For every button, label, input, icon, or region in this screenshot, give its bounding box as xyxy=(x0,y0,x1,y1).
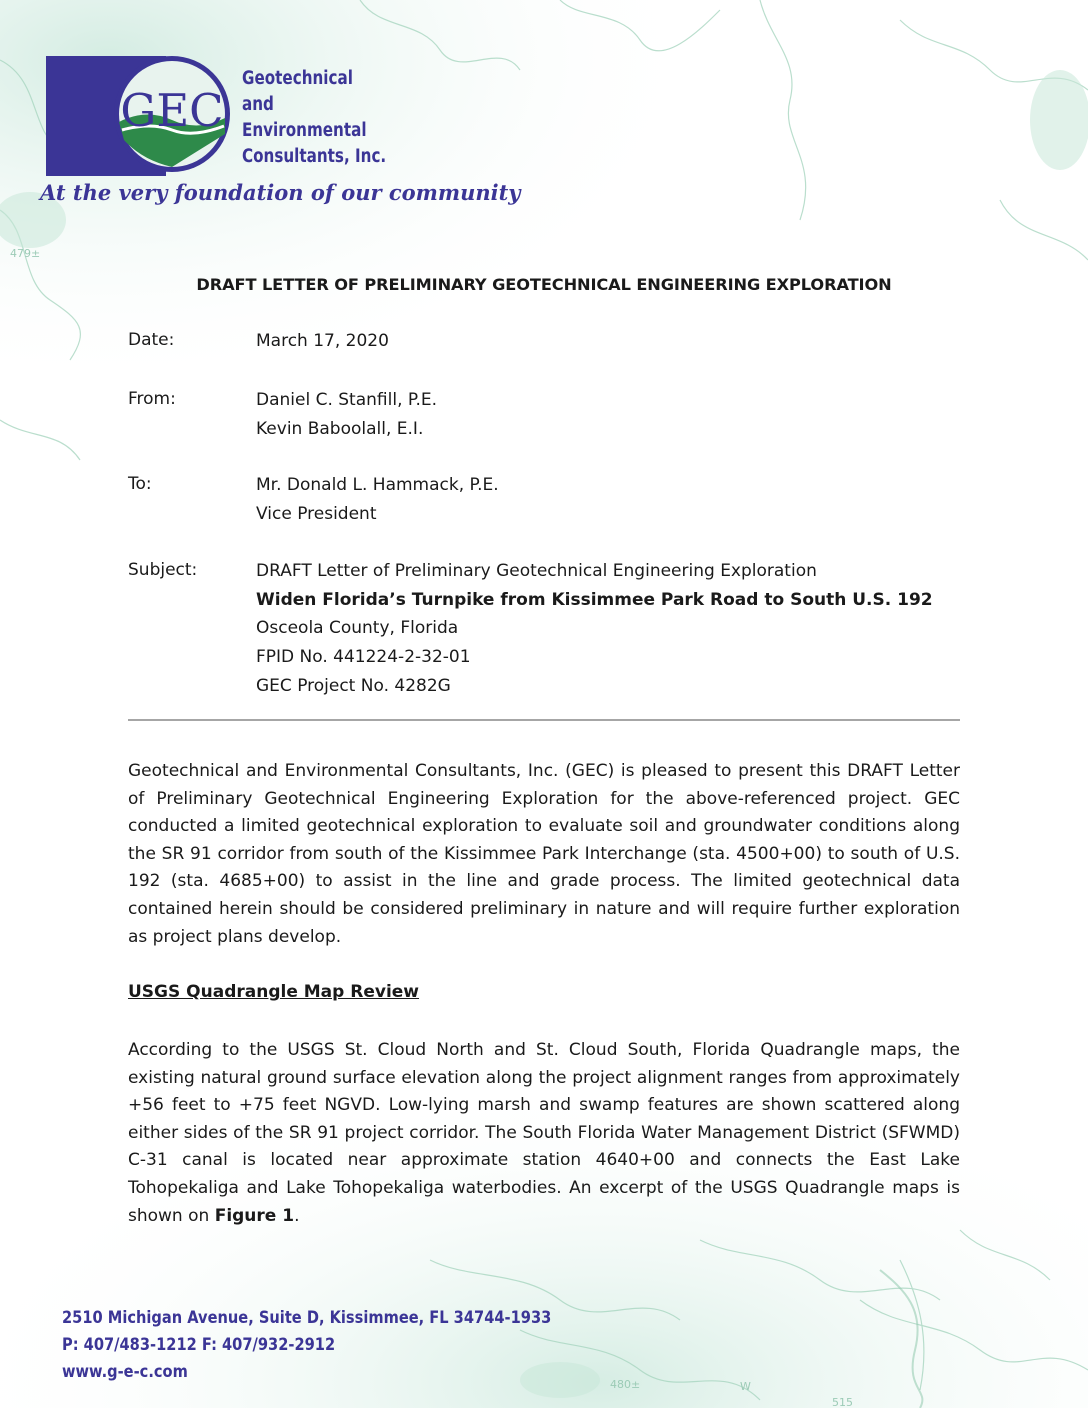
logo-gec-text: GEC xyxy=(120,84,224,137)
map-symbol-label: W xyxy=(740,1380,751,1393)
section-paragraph-end: . xyxy=(294,1205,300,1226)
from-value xyxy=(256,386,437,443)
section-paragraph-text: According to the USGS St. Cloud North and St. Cloud South, Florida Quadrangle maps, the existing natural ground surface elevation along the project alignment ranges from approximately +56 feet to +75 feet NGVD. Low-lying marsh and swamp features are shown scattered along either sides of the SR 91 project corridor. The South Florida Water Management District (SFWMD) C-31 canal is located near approximate station 4640+00 and connects the East Lake Tohopekaliga and Lake Tohopekaliga waterbodies. An excerpt of the USGS Quadrangle maps is shown on xyxy=(128,1040,960,1226)
section-heading: USGS Quadrangle Map Review xyxy=(128,982,420,1002)
gec-logo xyxy=(46,56,241,176)
subject-line: DRAFT Letter of Preliminary Geotechnical Engineering Exploration xyxy=(256,561,817,581)
date-label: Date: xyxy=(128,330,175,350)
subject-fpid: FPID No. 441224-2-32-01 xyxy=(256,647,471,668)
footer-phone-fax: P: 407/483-1212 F: 407/932-2912 xyxy=(62,1335,336,1355)
footer-website: www.g-e-c.com xyxy=(62,1362,188,1382)
recipient-title: Vice President xyxy=(256,503,377,524)
from-name: Kevin Baboolall, E.I. xyxy=(256,418,424,439)
map-elevation-label: 515 xyxy=(832,1396,853,1408)
company-name-line: and xyxy=(242,94,274,115)
to-label: To: xyxy=(128,474,152,494)
company-name-line: Consultants, Inc. xyxy=(242,146,387,167)
company-tagline: At the very foundation of our community xyxy=(40,180,521,205)
document-title: DRAFT LETTER OF PRELIMINARY GEOTECHNICAL ENGINEERING EXPLORATION xyxy=(196,275,892,294)
date-value xyxy=(256,327,389,356)
footer-address: 2510 Michigan Avenue, Suite D, Kissimmee, FL 34744-1933 xyxy=(62,1308,552,1328)
to-value xyxy=(256,471,499,528)
section-paragraph xyxy=(128,1037,960,1230)
figure-reference: Figure 1 xyxy=(214,1205,295,1226)
company-name-line: Environmental xyxy=(242,120,367,141)
company-name xyxy=(242,66,386,170)
intro-paragraph-text: Geotechnical and Environmental Consultants, Inc. (GEC) is pleased to present this DRAFT Letter of Preliminary Geotechnical Engineering Exploration for the above-referenced project. GEC conducted a limited geotechnical exploration to evaluate soil and groundwater conditions along the SR 91 corridor from south of the Kissimmee Park Interchange (sta. 4500+00) to south of U.S. 192 (sta. 4685+00) to assist in the line and grade process. The limited geotechnical data contained herein should be considered preliminary in nature and will require further exploration as project plans develop. xyxy=(128,761,960,947)
subject-county: Osceola County, Florida xyxy=(256,618,459,639)
from-label: From: xyxy=(128,389,176,409)
map-elevation-label: 479± xyxy=(10,247,41,260)
intro-paragraph xyxy=(128,758,960,951)
company-name-line: Geotechnical xyxy=(242,68,353,89)
project-name: Widen Florida’s Turnpike from Kissimmee Park Road to South U.S. 192 xyxy=(256,589,933,610)
date-text: March 17, 2020 xyxy=(256,331,389,351)
recipient-name: Mr. Donald L. Hammack, P.E. xyxy=(256,475,499,495)
subject-project-number: GEC Project No. 4282G xyxy=(256,675,451,696)
map-elevation-label: 480± xyxy=(610,1378,641,1391)
subject-value xyxy=(256,557,933,701)
header-divider xyxy=(128,719,960,721)
from-name: Daniel C. Stanfill, P.E. xyxy=(256,390,438,410)
subject-label: Subject: xyxy=(128,560,198,580)
